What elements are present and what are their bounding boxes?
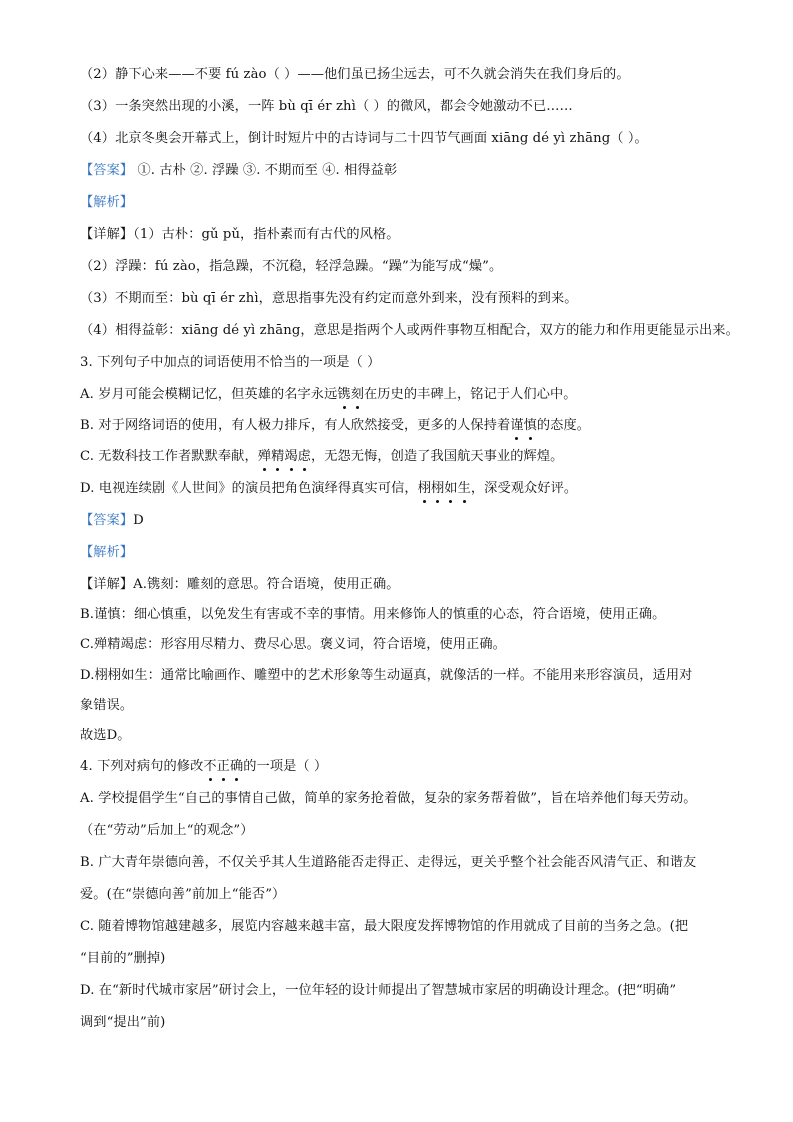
text-segment: ①. 古朴 ②. 浮躁 ③. 不期而至 ④. 相得益彰 xyxy=(133,163,398,178)
text-line xyxy=(80,417,590,435)
text-line xyxy=(80,854,696,872)
text-line xyxy=(80,606,665,624)
section-tag: 【解析】 xyxy=(80,545,134,560)
text-segment: 的一项是（ ） xyxy=(243,759,328,774)
text-segment: （3）一条突然出现的小溪，一阵 bù qī ér zhì（ ）的微风，都会令她激动不已…… xyxy=(80,99,573,114)
text-line xyxy=(80,790,697,808)
text-segment: A. 学校提倡学生“自己的事情自己做，简单的家务抢着做，复杂的家务帮着做”，旨在培养他们每天劳动。 xyxy=(80,791,697,806)
text-line xyxy=(80,758,327,776)
text-segment: （2）静下心来——不要 fú zào（ ）——他们虽已扬尘远去，可不久就会消失在我们身后的。 xyxy=(80,67,630,82)
text-segment: C. 随着博物馆越建越多，展览内容越来越丰富，最大限度发挥博物馆的作用就成了目前的当务之急。(把 xyxy=(80,919,689,934)
text-segment: D.栩栩如生：通常比喻画作、雕塑中的艺术形象等生动逼真，就像活的一样。不能用来形容演员，适用对 xyxy=(80,668,693,683)
text-segment: （2）浮躁：fú zào，指急躁，不沉稳，轻浮急躁。“躁”为能写成“燥”。 xyxy=(80,259,503,274)
text-segment: C.殚精竭虑：形容用尽精力、费尽心思。褒义词，符合语境，使用正确。 xyxy=(80,637,506,652)
text-line xyxy=(80,512,144,530)
text-segment: D. 电视连续剧《人世间》的演员把角色演绎得真实可信， xyxy=(80,481,418,496)
text-line xyxy=(80,194,133,212)
text-segment: 【详解】A.镌刻：雕刻的意思。符合语境，使用正确。 xyxy=(80,577,400,592)
text-segment: 爱。(在“崇德向善”前加上“能否”） xyxy=(80,887,286,902)
section-tag: 【答案】 xyxy=(80,513,134,528)
text-segment: B. 对于网络词语的使用，有人极力排斥，有人欣然接受，更多的人保持着 xyxy=(80,418,511,433)
text-line xyxy=(80,950,165,968)
text-line xyxy=(80,258,502,276)
text-line xyxy=(80,66,630,84)
text-segment: D. 在“新时代城市家居”研讨会上，一位年轻的设计师提出了智慧城市家居的明确设计理念。(把“明确” xyxy=(80,983,677,998)
text-line xyxy=(80,130,648,148)
text-segment: A. 岁月可能会模糊记忆，但英雄的名字永远 xyxy=(80,387,338,402)
text-line xyxy=(80,886,285,904)
section-tag: 【解析】 xyxy=(80,195,134,210)
section-tag: 【答案】 xyxy=(80,163,134,178)
text-line xyxy=(80,354,380,372)
text-line xyxy=(80,226,400,244)
text-segment: （4）北京冬奥会开幕式上，倒计时短片中的古诗词与二十四节气画面 xiāng dé yì zhāng（ ）。 xyxy=(80,131,648,146)
text-line xyxy=(80,697,133,715)
text-segment: 故选D。 xyxy=(80,728,131,743)
text-segment: 的态度。 xyxy=(536,418,591,433)
emphasized-word: 栩栩如生 xyxy=(417,481,471,496)
text-segment: 4. 下列对病句的修改 xyxy=(80,759,204,774)
text-line xyxy=(80,576,400,594)
text-line xyxy=(80,322,739,340)
text-line xyxy=(80,727,131,745)
text-segment: 象错误。 xyxy=(80,698,134,713)
text-segment: D xyxy=(133,513,144,528)
text-segment: （在“劳动”后加上“的观念”） xyxy=(80,823,254,838)
text-line xyxy=(80,667,692,685)
text-line xyxy=(80,162,397,180)
text-segment: B. 广大青年崇德向善，不仅关乎其人生道路能否走得正、走得远，更关乎整个社会能否风清气正、和谐友 xyxy=(80,855,697,870)
text-segment: 【详解】（1）古朴：gǔ pǔ，指朴素而有古代的风格。 xyxy=(80,227,400,242)
text-line xyxy=(80,290,578,308)
text-segment: （3）不期而至：bù qī ér zhì，意思指事先没有约定而意外到来，没有预料的到来。 xyxy=(80,291,578,306)
text-segment: “目前的”删掉) xyxy=(80,951,166,966)
text-segment: （4）相得益彰：xiāng dé yì zhāng，意思是指两个人或两件事物互相配合，双方的能力和作用更能显示出来。 xyxy=(80,323,739,338)
emphasized-word: 镌刻 xyxy=(337,387,364,402)
emphasized-word: 殚精竭虑 xyxy=(257,449,311,464)
text-segment: ，深受观众好评。 xyxy=(470,481,578,496)
text-segment: 调到“提出”前) xyxy=(80,1015,166,1030)
text-line xyxy=(80,1014,165,1032)
text-segment: C. 无数科技工作者默默奉献， xyxy=(80,449,258,464)
text-line xyxy=(80,636,506,654)
text-segment: ，无怨无悔，创造了我国航天事业的辉煌。 xyxy=(310,449,564,464)
text-line xyxy=(80,98,573,116)
text-line xyxy=(80,386,577,404)
emphasized-word: 谨慎 xyxy=(510,418,537,433)
text-segment: 在历史的丰碑上，铭记于人们心中。 xyxy=(363,387,577,402)
text-segment: 3. 下列句子中加点的词语使用不恰当的一项是（ ） xyxy=(80,355,381,370)
text-line xyxy=(80,918,688,936)
text-line xyxy=(80,544,133,562)
text-line xyxy=(80,982,676,1000)
text-line xyxy=(80,822,254,840)
text-line xyxy=(80,480,577,498)
emphasized-word: 不正确 xyxy=(203,759,244,774)
text-line xyxy=(80,448,563,466)
text-segment: B.谨慎：细心慎重，以免发生有害或不幸的事情。用来修饰人的慎重的心态，符合语境，使用正确。 xyxy=(80,607,666,622)
